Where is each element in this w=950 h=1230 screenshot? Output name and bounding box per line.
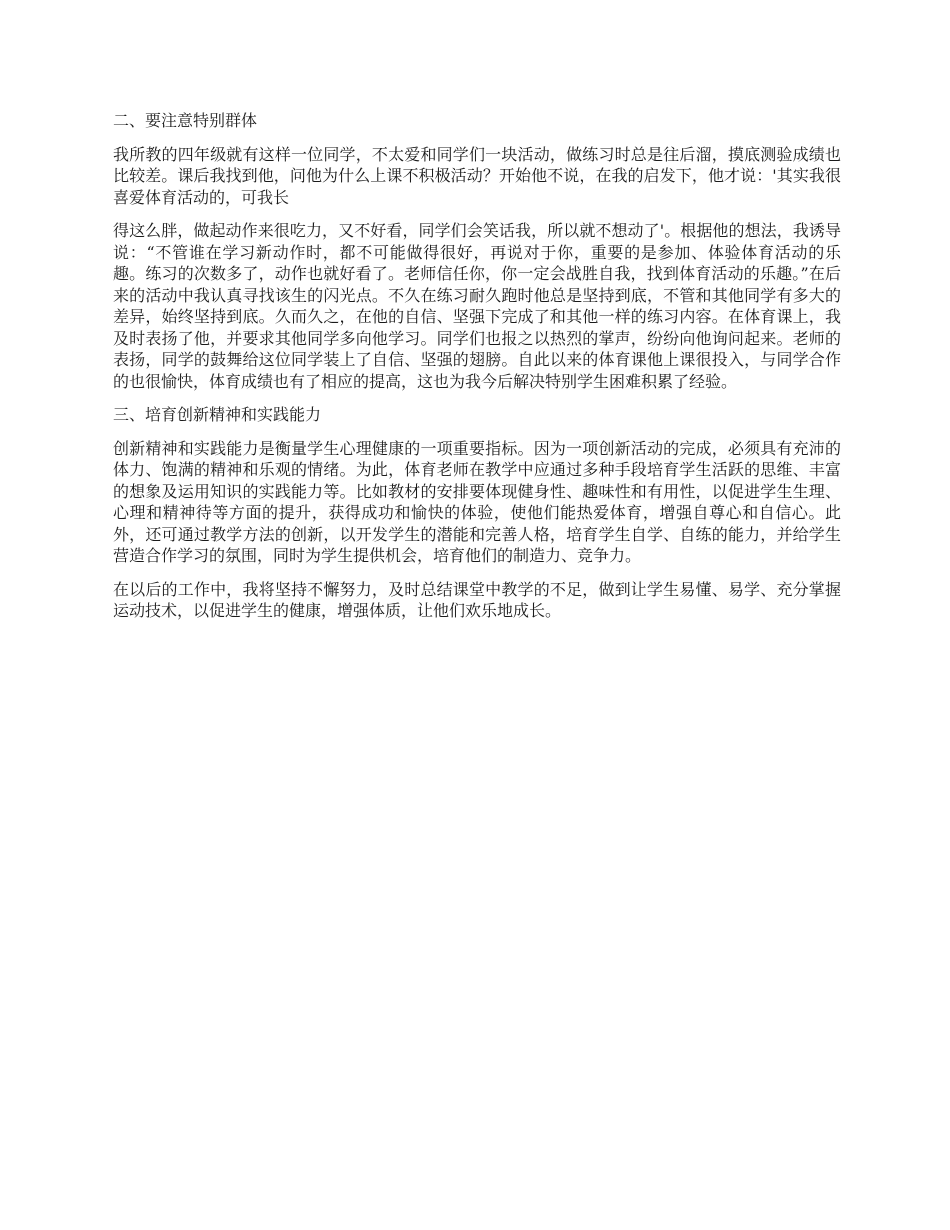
- section-heading-special-groups: 二、要注意特别群体: [113, 111, 258, 130]
- section-heading-innovation: 三、培育创新精神和实践能力: [113, 405, 322, 424]
- document-body: [113, 110, 841, 634]
- paragraph-student-story-part1: 我所教的四年级就有这样一位同学，不太爱和同学们一块活动，做练习时总是往后溜，摸底测验成绩也比较差。课后我找到他，问他为什么上课不积极活动？开始他不说，在我的启发下，他才说：'其实我很喜爱体育活动的，可我长: [113, 144, 841, 207]
- paragraph-innovation: 创新精神和实践能力是衡量学生心理健康的一项重要指标。因为一项创新活动的完成，必须具有充沛的体力、饱满的精神和乐观的情绪。为此，体育老师在教学中应通过多种手段培育学生活跃的思维、丰富的想象及运用知识的实践能力等。比如教材的安排要体现健身性、趣味性和有用性，以促进学生生理、心理和精神待等方面的提升，获得成功和愉快的体验，使他们能热爱体育，增强自尊心和自信心。此外，还可通过教学方法的创新，以开发学生的潜能和完善人格，培育学生自学、自练的能力，并给学生营造合作学习的氛围，同时为学生提供机会，培育他们的制造力、竞争力。: [113, 438, 841, 565]
- paragraph-conclusion: 在以后的工作中，我将坚持不懈努力，及时总结课堂中教学的不足，做到让学生易懂、易学、充分掌握运动技术，以促进学生的健康，增强体质，让他们欢乐地成长。: [113, 579, 841, 620]
- paragraph-student-story-part2: 得这么胖，做起动作来很吃力，又不好看，同学们会笑话我，所以就不想动了'。根据他的想法，我诱导说：“不管谁在学习新动作时，都不可能做得很好，再说对于你，重要的是参加、体验体育活动的乐趣。练习的次数多了，动作也就好看了。老师信任你，你一定会战胜自我，找到体育活动的乐趣。”在后来的活动中我认真寻找该生的闪光点。不久在练习耐久跑时他总是坚持到底，不管和其他同学有多大的差异，始终坚持到底。久而久之，在他的自信、坚强下完成了和其他一样的练习内容。在体育课上，我及时表扬了他，并要求其他同学多向他学习。同学们也报之以热烈的掌声，纷纷向他询问起来。老师的表扬，同学的鼓舞给这位同学装上了自信、坚强的翅膀。自此以来的体育课他上课很投入，与同学合作的也很愉快，体育成绩也有了相应的提高，这也为我今后解决特别学生困难积累了经验。: [113, 221, 841, 391]
